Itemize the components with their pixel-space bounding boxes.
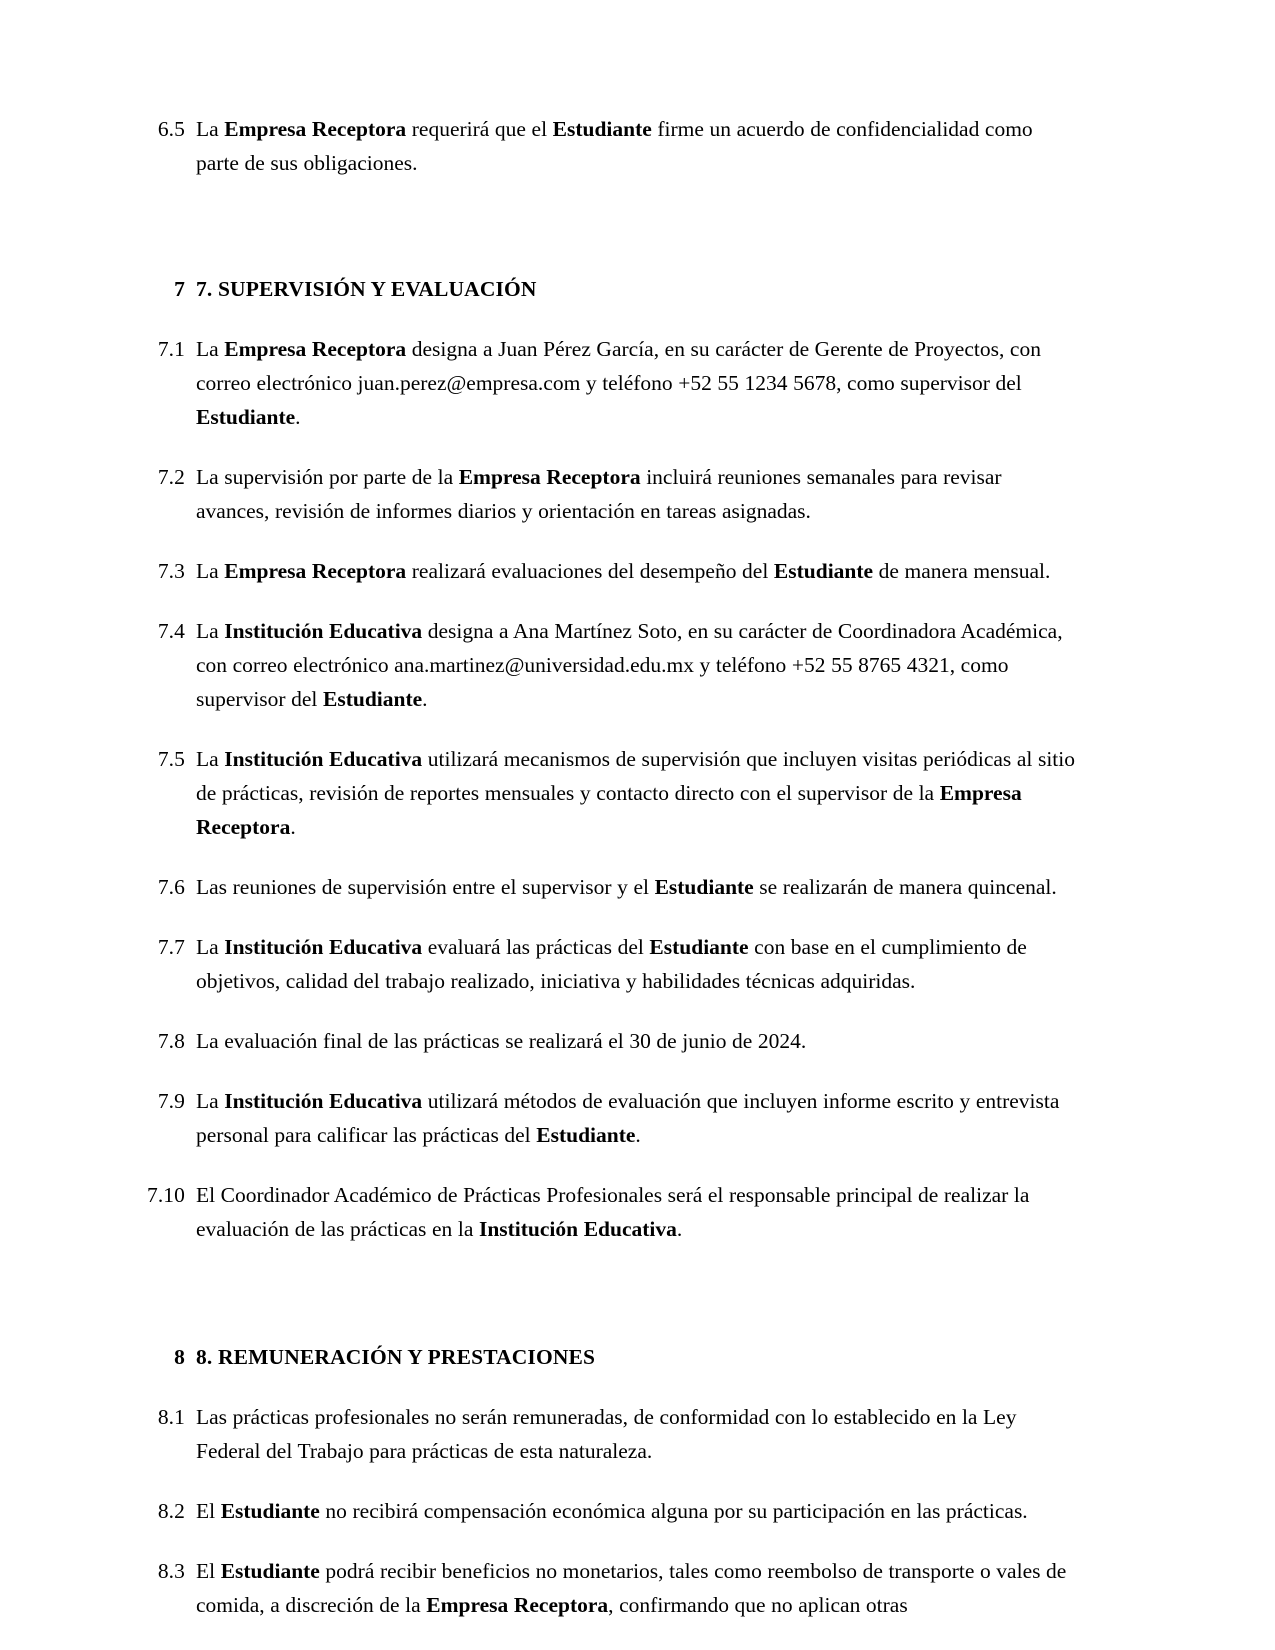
clause-number: 7.6 <box>157 875 185 899</box>
defined-term: Estudiante <box>323 687 423 711</box>
clause-text-run: El <box>196 1499 221 1523</box>
defined-term: Estudiante <box>649 935 749 959</box>
clause-text <box>185 460 1078 528</box>
defined-term: Institución Educativa <box>224 619 423 643</box>
clause-paragraph <box>139 1494 1078 1528</box>
clause-text-run: . <box>676 1217 683 1241</box>
clause-paragraph <box>139 1084 1078 1152</box>
clause-text <box>185 1400 1078 1468</box>
clause-text <box>185 1084 1078 1152</box>
clause-text-run: designa a Juan Pérez García, en su carácter de Gerente de Proyectos, con correo electrónico juan.perez@empresa.com y teléfono +52 55 1234 5678, como supervisor del <box>196 337 1041 395</box>
clause-text-run: con base en el cumplimiento de objetivos, calidad del trabajo realizado, iniciativa y habilidades técnicas adquiridas. <box>196 935 1027 993</box>
defined-term: Institución Educativa <box>224 747 423 771</box>
clause-paragraph <box>139 1178 1078 1246</box>
section-heading-text: 7. SUPERVISIÓN Y EVALUACIÓN <box>196 277 537 301</box>
clause-text <box>185 614 1078 716</box>
clause-number: 7.1 <box>157 337 185 361</box>
clause-number: 7.7 <box>157 935 185 959</box>
section-heading-text: 8. REMUNERACIÓN Y PRESTACIONES <box>196 1345 596 1369</box>
clause-text-run: . <box>422 687 428 711</box>
clause-text-run: La <box>196 117 225 141</box>
defined-term: Empresa Receptora <box>426 1593 609 1617</box>
defined-term: Empresa Receptora <box>224 117 407 141</box>
defined-term: Empresa Receptora <box>196 781 1022 839</box>
clause-text-run: de manera mensual. <box>873 559 1051 583</box>
defined-term: Estudiante <box>220 1559 320 1583</box>
defined-term: Empresa Receptora <box>458 465 641 489</box>
clause-paragraph <box>139 1024 1078 1058</box>
clause-number: 7.4 <box>157 619 185 643</box>
clause-text-run: La <box>196 747 225 771</box>
clause-paragraph <box>139 332 1078 434</box>
clause-number: 6.5 <box>157 117 185 141</box>
clause-paragraph <box>139 1554 1078 1622</box>
clause-text-run: firme un acuerdo de confidencialidad como parte de sus obligaciones. <box>196 117 1033 175</box>
clause-text-run: se realizarán de manera quincenal. <box>753 875 1057 899</box>
clause-number: 8.1 <box>157 1405 185 1429</box>
clause-text <box>185 1024 1078 1058</box>
defined-term: Empresa Receptora <box>224 559 407 583</box>
clause-text <box>185 1494 1078 1528</box>
clause-text-run: La evaluación final de las prácticas se realizará el 30 de junio de 2024. <box>196 1029 807 1053</box>
defined-term: Estudiante <box>773 559 874 583</box>
clause-paragraph <box>139 930 1078 998</box>
clause-number: 7.8 <box>157 1029 185 1053</box>
clause-text-run: La supervisión por parte de la <box>196 465 459 489</box>
defined-term: Estudiante <box>196 405 296 429</box>
section-heading <box>139 1340 1078 1374</box>
clause-text-run: evaluará las prácticas del <box>422 935 650 959</box>
defined-term: Estudiante <box>220 1499 320 1523</box>
clause-paragraph <box>139 870 1078 904</box>
clause-paragraph <box>139 1400 1078 1468</box>
defined-term: Estudiante <box>654 875 754 899</box>
clause-text-run: incluirá reuniones semanales para revisar avances, revisión de informes diarios y orientación en tareas asignadas. <box>196 465 1002 523</box>
clause-number: 7.10 <box>146 1183 185 1207</box>
clause-number: 8.2 <box>157 1499 185 1523</box>
clause-text <box>185 1178 1078 1246</box>
clause-text-run: La <box>196 935 225 959</box>
clause-text-run: realizará evaluaciones del desempeño del <box>406 559 774 583</box>
defined-term: Empresa Receptora <box>224 337 407 361</box>
clause-text-run: La <box>196 337 225 361</box>
clause-paragraph <box>139 460 1078 528</box>
clause-text-run: utilizará métodos de evaluación que incluyen informe escrito y entrevista personal para calificar las prácticas del <box>196 1089 1060 1147</box>
clause-text-run: . <box>290 815 296 839</box>
clause-paragraph <box>139 742 1078 844</box>
clause-number: 7.3 <box>157 559 185 583</box>
defined-term: Institución Educativa <box>224 1089 423 1113</box>
clause-paragraph <box>139 614 1078 716</box>
defined-term: Estudiante <box>536 1123 636 1147</box>
clause-text-run: El Coordinador Académico de Prácticas Profesionales será el responsable principal de realizar la evaluación de las prácticas en la <box>196 1183 1030 1241</box>
clause-text-run: no recibirá compensación económica alguna por su participación en las prácticas. <box>319 1499 1028 1523</box>
clause-paragraph <box>139 554 1078 588</box>
clause-text <box>185 930 1078 998</box>
clause-text-run: La <box>196 559 225 583</box>
clause-text-run: . <box>635 1123 641 1147</box>
clause-text-run: La <box>196 619 225 643</box>
section-heading-number: 8 <box>174 1345 185 1369</box>
clause-number: 8.3 <box>157 1559 185 1583</box>
clause-number: 7.9 <box>157 1089 185 1113</box>
clause-text-run: Las reuniones de supervisión entre el supervisor y el <box>196 875 655 899</box>
clause-number: 7.5 <box>157 747 185 771</box>
clause-text-run: designa a Ana Martínez Soto, en su carácter de Coordinadora Académica, con correo electrónico ana.martinez@universidad.edu.mx y teléfono +52 55 8765 4321, como supervisor del <box>196 619 1063 711</box>
clause-text-run: . <box>295 405 301 429</box>
clause-number: 7.2 <box>157 465 185 489</box>
clause-text <box>185 554 1078 588</box>
clause-text-run: La <box>196 1089 225 1113</box>
defined-term: Estudiante <box>552 117 652 141</box>
clause-text <box>185 870 1078 904</box>
section-spacer <box>139 206 1078 272</box>
defined-term: Institución Educativa <box>478 1217 677 1241</box>
defined-term: Institución Educativa <box>224 935 423 959</box>
clause-text-run: El <box>196 1559 221 1583</box>
clause-text-run: , confirmando que no aplican otras <box>608 1593 908 1617</box>
section-heading <box>139 272 1078 306</box>
clause-text-run: podrá recibir beneficios no monetarios, tales como reembolso de transporte o vales de comida, a discreción de la <box>196 1559 1067 1617</box>
clause-text <box>185 1554 1078 1622</box>
clause-text-run: requerirá que el <box>406 117 553 141</box>
section-heading-number: 7 <box>174 277 185 301</box>
document-body <box>139 112 1078 1622</box>
clause-text <box>185 742 1078 844</box>
clause-text-run: utilizará mecanismos de supervisión que incluyen visitas periódicas al sitio de prácticas, revisión de reportes mensuales y contacto directo con el supervisor de la <box>196 747 1076 805</box>
clause-text <box>185 332 1078 434</box>
clause-text <box>185 112 1078 180</box>
clause-paragraph <box>139 112 1078 180</box>
clause-text-run: Las prácticas profesionales no serán remuneradas, de conformidad con lo establecido en la Ley Federal del Trabajo para prácticas de esta naturaleza. <box>196 1405 1017 1463</box>
section-spacer <box>139 1272 1078 1340</box>
